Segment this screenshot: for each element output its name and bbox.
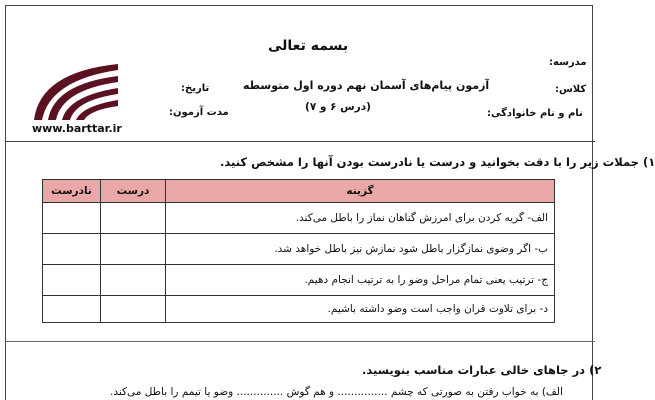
true-answer-cell[interactable]: [101, 234, 166, 265]
date-label: تاریخ:: [181, 83, 210, 94]
table-row: [43, 234, 555, 265]
true-answer-cell[interactable]: [101, 296, 166, 323]
table-row: [43, 265, 555, 296]
header-divider: [5, 141, 595, 142]
true-answer-cell[interactable]: [101, 203, 166, 234]
section2-instruction: ۲) در جاهای خالی عبارات مناسب بنویسید.: [362, 363, 602, 377]
class-label: کلاس:: [555, 84, 587, 95]
section-divider: [5, 341, 595, 342]
section1-instruction: ۱) جملات زیر را با دقت بخوانید و درست یا نادرست بودن آنها را مشخص کنید.: [220, 155, 655, 169]
barttar-logo: [30, 60, 120, 120]
table-header-row: [43, 180, 555, 203]
statement-text: ج- ترتیب یعنی تمام مراحل وضو را به ترتیب انجام دهیم.: [166, 265, 555, 296]
table-row: [43, 296, 555, 323]
column-header-true: درست: [101, 180, 166, 203]
student-name-label: نام و نام خانوادگی:: [487, 108, 583, 119]
false-answer-cell[interactable]: [43, 203, 101, 234]
basmala: بسمه تعالی: [268, 38, 349, 54]
column-header-option: گزینه: [166, 180, 555, 203]
statement-text: ب- اگر وضوی نمازگزار باطل شود نمازش نیز باطل خواهد شد.: [166, 234, 555, 265]
statement-text: الف- گریه کردن برای امرزش گناهان نماز را باطل می‌کند.: [166, 203, 555, 234]
duration-label: مدت آزمون:: [169, 107, 229, 118]
school-label: مدرسه:: [549, 57, 587, 68]
table-row: [43, 203, 555, 234]
true-answer-cell[interactable]: [101, 265, 166, 296]
column-header-false: نادرست: [43, 180, 101, 203]
lessons-label: (درس ۶ و ۷): [305, 101, 371, 113]
statement-text: د- برای تلاوت قران واجب است وضو داشته باشیم.: [166, 296, 555, 323]
exam-title: آزمون پیام‌های آسمان نهم دوره اول متوسطه: [243, 79, 490, 92]
true-false-table: [42, 179, 555, 323]
false-answer-cell[interactable]: [43, 296, 101, 323]
fill-in-item: الف) به خواب رفتن به صورتی که چشم ............... و هم گوش .............. وضو یا تیمم را باطل می‌کند.: [110, 386, 563, 398]
false-answer-cell[interactable]: [43, 265, 101, 296]
false-answer-cell[interactable]: [43, 234, 101, 265]
website-url: www.barttar.ir: [32, 122, 122, 135]
